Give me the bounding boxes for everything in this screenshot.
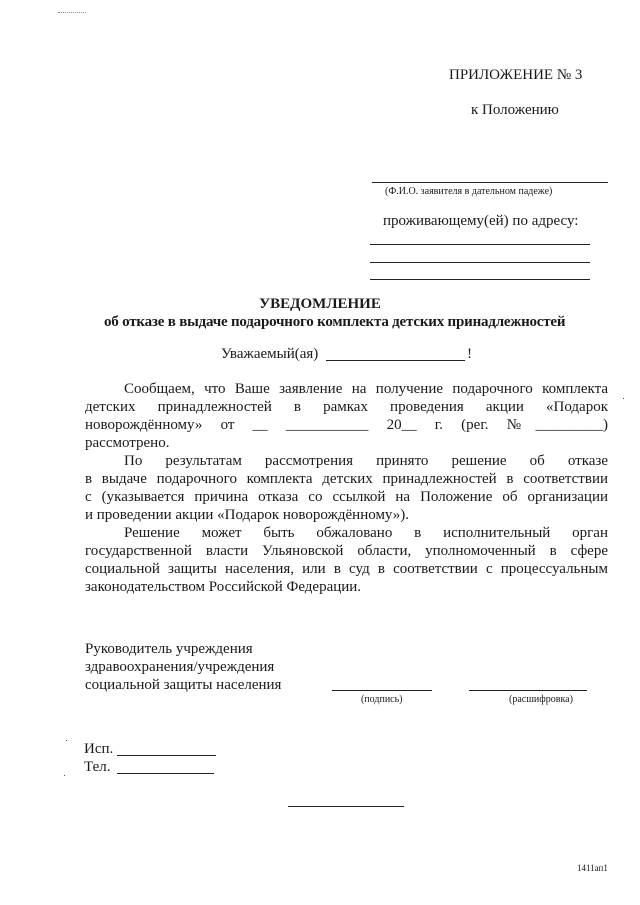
address-line-1 (370, 244, 590, 245)
body-p2-line-4: и проведении акции «Подарок новорождённому»). (85, 507, 410, 523)
document-title: УВЕДОМЛЕНИЕ (259, 296, 381, 312)
document-subtitle: об отказе в выдаче подарочного комплекта детских принадлежностей (104, 314, 566, 330)
regulation-reference: к Положению (471, 102, 559, 118)
addressee-name-caption: (Ф.И.О. заявителя в дательном падеже) (385, 186, 553, 197)
address-line-3 (370, 279, 590, 280)
signature-line (332, 690, 432, 691)
body-p2-line-1: По результатам рассмотрения принято решение об отказе (124, 453, 608, 469)
appendix-number: ПРИЛОЖЕНИЕ № 3 (449, 67, 583, 83)
address-line-2 (370, 262, 590, 263)
executor-line (117, 755, 216, 756)
signatory-line-2: здравоохранения/учреждения (85, 659, 275, 675)
body-p2-line-2: в выдаче подарочного комплекта детских принадлежностей в соответствии (85, 471, 608, 487)
phone-label: Тел. (84, 759, 111, 775)
signatory-line-1: Руководитель учреждения (85, 641, 253, 657)
signature-caption: (подпись) (361, 694, 403, 705)
greeting-prefix: Уважаемый(ая) (221, 346, 319, 362)
address-label: проживающему(ей) по адресу: (383, 213, 579, 229)
footer-code: 1411ап1 (577, 863, 608, 873)
scan-dot (64, 775, 65, 776)
body-p3-line-1: Решение может быть обжаловано в исполнительный орган (124, 525, 608, 541)
body-p3-line-3: социальной защиты населения, или в суд в соответствии с процессуальным (85, 561, 608, 577)
body-p1-line-4: рассмотрено. (85, 435, 170, 451)
decoding-caption: (расшифровка) (509, 694, 573, 705)
body-p3-line-4: законодательством Российской Федерации. (85, 579, 362, 595)
signatory-line-3: социальной защиты населения (85, 677, 282, 693)
addressee-name-line (372, 182, 608, 183)
body-p1-line-3: новорождённому» от __ ___________ 20__ г. (рег. №_________) (85, 417, 608, 433)
scan-dot (623, 398, 624, 399)
greeting-suffix: ! (467, 346, 472, 362)
phone-line (117, 773, 214, 774)
greeting-name-line (326, 360, 465, 361)
scan-mark (58, 12, 86, 13)
body-p2-line-3: с (указывается причина отказа со ссылкой на Положение об организации (85, 489, 608, 505)
executor-label: Исп. (84, 741, 114, 757)
body-p1-line-1: Сообщаем, что Ваше заявление на получение подарочного комплекта (124, 381, 608, 397)
body-p1-line-2: детских принадлежностей в рамках проведения акции «Подарок (85, 399, 608, 415)
footer-separator (288, 806, 404, 807)
body-p3-line-2: государственной власти Ульяновской области, уполномоченный в сфере (85, 543, 608, 559)
decoding-line (469, 690, 587, 691)
scan-dot (66, 740, 67, 741)
